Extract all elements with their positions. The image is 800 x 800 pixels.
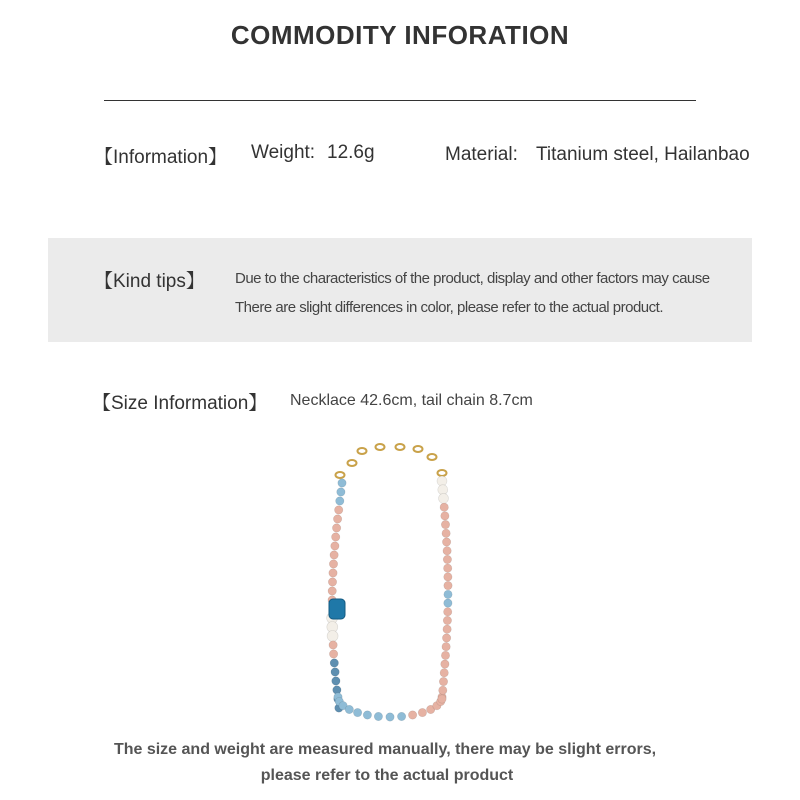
bead bbox=[337, 488, 345, 496]
bead bbox=[438, 695, 446, 703]
title-divider bbox=[104, 100, 696, 101]
chain-link bbox=[376, 444, 385, 450]
bead bbox=[332, 533, 340, 541]
bead bbox=[441, 660, 449, 668]
bead bbox=[345, 705, 353, 713]
material-value: Titanium steel, Hailanbao bbox=[536, 144, 750, 165]
chain-link bbox=[348, 460, 357, 466]
weight-value: 12.6g bbox=[327, 142, 375, 163]
bead bbox=[442, 538, 450, 546]
kind-tips-line-1: Due to the characteristics of the product, display and other factors may cause bbox=[235, 270, 710, 287]
bead bbox=[440, 669, 448, 677]
bead bbox=[335, 506, 343, 514]
information-label: 【Information】 bbox=[94, 147, 228, 168]
bead bbox=[440, 503, 448, 511]
chain-link bbox=[396, 444, 405, 450]
bead bbox=[418, 708, 426, 716]
pendant-bead bbox=[329, 599, 345, 619]
bead bbox=[408, 711, 416, 719]
chain-link bbox=[428, 454, 437, 460]
bead bbox=[439, 677, 447, 685]
bead bbox=[443, 625, 451, 633]
material-label: Material: bbox=[445, 144, 518, 165]
bead bbox=[338, 479, 346, 487]
necklace-icon bbox=[300, 435, 480, 730]
chain-link bbox=[438, 470, 447, 476]
size-information-value: Necklace 42.6cm, tail chain 8.7cm bbox=[290, 392, 533, 409]
bead bbox=[336, 497, 344, 505]
beads bbox=[327, 476, 453, 721]
chain-link bbox=[414, 446, 423, 452]
bead bbox=[353, 708, 361, 716]
bead bbox=[333, 515, 341, 523]
bead bbox=[442, 643, 450, 651]
bead bbox=[330, 659, 338, 667]
page-title: COMMODITY INFORATION bbox=[230, 20, 570, 50]
chain-link bbox=[336, 472, 345, 478]
bead bbox=[329, 560, 337, 568]
bead bbox=[332, 524, 340, 532]
footer-note-line-2: please refer to the actual product bbox=[260, 767, 514, 784]
bead bbox=[327, 631, 338, 642]
bead bbox=[386, 713, 394, 721]
bead bbox=[444, 599, 452, 607]
bead bbox=[331, 542, 339, 550]
bead bbox=[363, 711, 371, 719]
bead bbox=[441, 651, 449, 659]
bead bbox=[444, 608, 452, 616]
bead bbox=[329, 569, 337, 577]
bead bbox=[444, 581, 452, 589]
bead bbox=[443, 616, 451, 624]
kind-tips-label: 【Kind tips】 bbox=[94, 271, 205, 292]
bead bbox=[329, 650, 337, 658]
bead bbox=[444, 573, 452, 581]
weight-label: Weight: bbox=[251, 142, 316, 163]
chain-links bbox=[336, 444, 447, 478]
bead bbox=[397, 712, 405, 720]
bead bbox=[441, 520, 449, 528]
bead bbox=[331, 668, 339, 676]
bead bbox=[443, 547, 451, 555]
bead bbox=[439, 493, 449, 503]
size-information-label: 【Size Information】 bbox=[92, 393, 268, 414]
bead bbox=[442, 634, 450, 642]
bead bbox=[328, 587, 336, 595]
bead bbox=[330, 551, 338, 559]
bead bbox=[441, 512, 449, 520]
kind-tips-line-2: There are slight differences in color, please refer to the actual product. bbox=[235, 299, 663, 316]
bead bbox=[329, 641, 337, 649]
bead bbox=[328, 578, 336, 586]
bead bbox=[444, 590, 452, 598]
bead bbox=[439, 686, 447, 694]
bead bbox=[374, 712, 382, 720]
bead bbox=[444, 564, 452, 572]
footer-note-line-1: The size and weight are measured manually, there may be slight errors, bbox=[113, 741, 657, 758]
bead bbox=[443, 555, 451, 563]
bead bbox=[332, 677, 340, 685]
bead bbox=[442, 529, 450, 537]
chain-link bbox=[358, 448, 367, 454]
